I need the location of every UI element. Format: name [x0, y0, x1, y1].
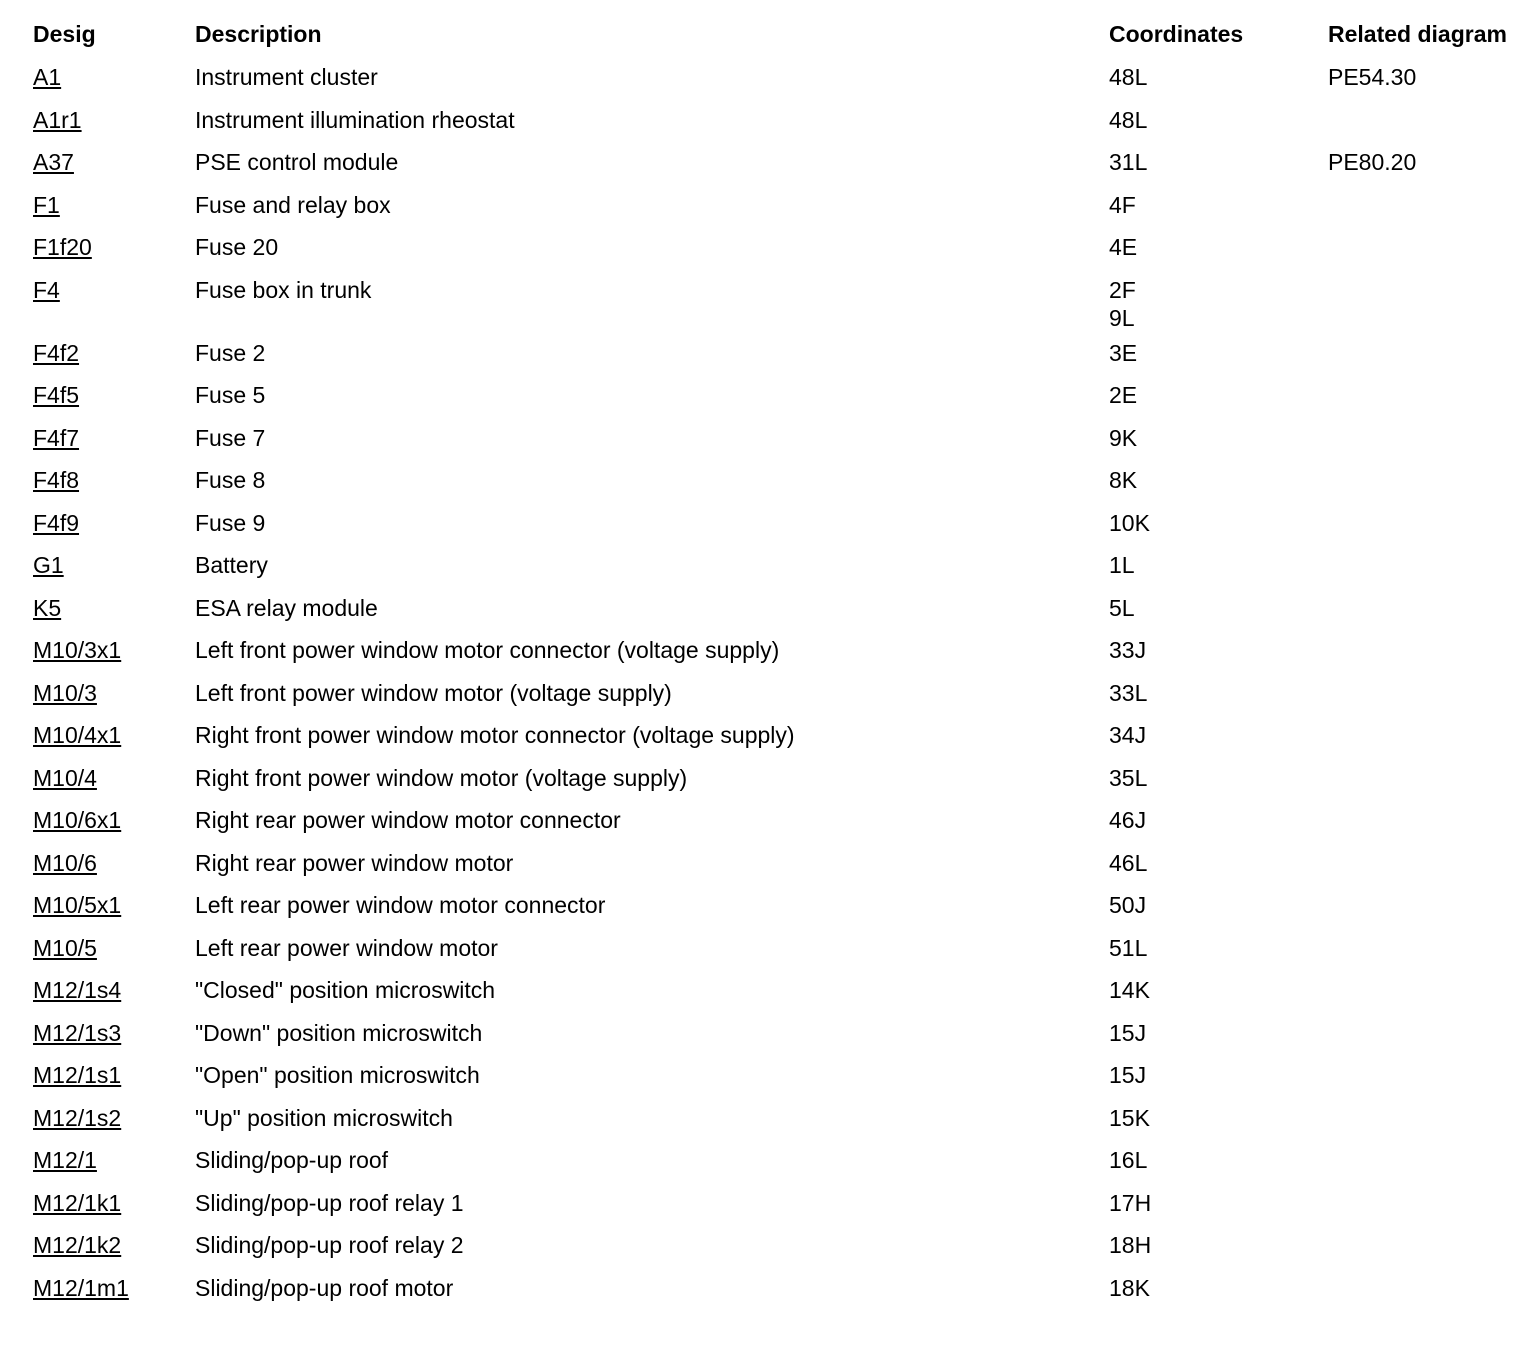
coordinate-value: 46L	[1109, 849, 1148, 876]
desig-link[interactable]: G1	[33, 552, 64, 578]
table-header	[25, 14, 1535, 56]
coordinates-cell	[1101, 1054, 1320, 1097]
desig-link[interactable]: F4f5	[33, 382, 80, 408]
desig-link[interactable]: F4f9	[33, 509, 80, 536]
coordinates-cell	[1101, 184, 1320, 227]
coordinates-cell	[1101, 374, 1320, 417]
desig-cell	[25, 374, 187, 417]
table-row	[25, 587, 1535, 630]
description-cell: PSE control module	[195, 149, 399, 175]
description-cell: Left rear power window motor	[195, 934, 498, 961]
coordinates-cell	[1101, 99, 1320, 142]
desig-link[interactable]: M10/6	[33, 849, 97, 876]
description-cell: Fuse 8	[195, 467, 266, 493]
table-row	[25, 544, 1535, 587]
coordinates-cell	[1101, 459, 1320, 502]
desig-cell	[25, 799, 187, 842]
related-diagram-cell	[1320, 799, 1535, 842]
coordinate-value: 1L	[1109, 552, 1135, 578]
desig-cell	[25, 587, 187, 630]
coordinates-cell	[1101, 1139, 1320, 1182]
coordinates-cell	[1101, 226, 1320, 269]
desig-cell	[25, 969, 187, 1012]
desig-link[interactable]: M10/5x1	[33, 892, 122, 918]
coordinate-value: 15K	[1109, 1104, 1150, 1131]
coordinate-value: 4F	[1109, 191, 1136, 218]
desig-cell	[25, 1182, 187, 1225]
description-cell: Fuse 9	[195, 509, 266, 536]
desig-link[interactable]: M12/1m1	[33, 1274, 129, 1301]
description-cell: Right front power window motor connector (voltage supply)	[195, 722, 795, 748]
related-diagram-cell	[1320, 226, 1535, 269]
table-row	[25, 1182, 1535, 1225]
related-diagram-cell	[1320, 1182, 1535, 1225]
description-cell: Right front power window motor (voltage supply)	[195, 764, 688, 791]
coordinate-value: 33L	[1109, 679, 1148, 706]
desig-link[interactable]: F1f20	[33, 234, 92, 260]
table-row	[25, 1097, 1535, 1140]
related-diagram-cell	[1320, 714, 1535, 757]
description-cell: Left front power window motor connector (voltage supply)	[195, 637, 780, 663]
coordinates-cell	[1101, 56, 1320, 99]
table-row	[25, 56, 1535, 99]
coordinates-cell	[1101, 714, 1320, 757]
description-cell: Fuse 5	[195, 382, 266, 408]
table-row	[25, 226, 1535, 269]
desig-link[interactable]: A37	[33, 149, 74, 175]
coordinate-value: 2E	[1109, 382, 1138, 408]
desig-link[interactable]: M12/1s2	[33, 1104, 122, 1131]
desig-link[interactable]: M12/1s3	[33, 1019, 122, 1046]
table-row	[25, 842, 1535, 885]
coordinate-value: 8K	[1109, 467, 1138, 493]
table-row	[25, 1012, 1535, 1055]
description-cell: Sliding/pop-up roof motor	[195, 1274, 454, 1301]
coordinates-cell	[1101, 141, 1320, 184]
desig-link[interactable]: A1	[33, 64, 62, 90]
header-coordinates: Coordinates	[1109, 21, 1244, 47]
coordinates-cell	[1101, 1182, 1320, 1225]
desig-cell	[25, 141, 187, 184]
coordinate-value: 48L	[1109, 64, 1148, 90]
coordinates-cell	[1101, 417, 1320, 460]
description-cell: Battery	[195, 552, 268, 578]
coordinates-cell	[1101, 969, 1320, 1012]
desig-link[interactable]: M12/1	[33, 1147, 97, 1173]
desig-cell	[25, 99, 187, 142]
related-diagram-cell	[1320, 672, 1535, 715]
table-row	[25, 1054, 1535, 1097]
table-body	[25, 56, 1535, 1309]
desig-cell	[25, 417, 187, 460]
coordinates-cell	[1101, 927, 1320, 970]
description-cell: Right rear power window motor connector	[195, 807, 621, 833]
table-row	[25, 884, 1535, 927]
desig-link[interactable]: M10/4x1	[33, 722, 122, 748]
related-diagram-cell	[1320, 969, 1535, 1012]
desig-link[interactable]: F1	[33, 191, 60, 218]
desig-link[interactable]: M10/3	[33, 679, 97, 706]
coordinate-value: 17H	[1109, 1189, 1152, 1216]
table-row	[25, 672, 1535, 715]
desig-cell	[25, 459, 187, 502]
description-cell: Left front power window motor (voltage supply)	[195, 679, 672, 706]
table-row	[25, 141, 1535, 184]
desig-link[interactable]: A1r1	[33, 106, 82, 133]
coordinates-cell	[1101, 884, 1320, 927]
header-desig: Desig	[33, 21, 96, 47]
desig-cell	[25, 184, 187, 227]
desig-cell	[25, 1097, 187, 1140]
desig-link[interactable]: F4f7	[33, 424, 80, 451]
coordinate-value: 33J	[1109, 637, 1147, 663]
related-diagram-cell	[1320, 1224, 1535, 1267]
table-row	[25, 459, 1535, 502]
header-description: Description	[195, 21, 322, 47]
desig-cell	[25, 672, 187, 715]
desig-link[interactable]: F4	[33, 276, 60, 303]
coordinates-cell	[1101, 544, 1320, 587]
description-cell: Fuse 20	[195, 234, 279, 260]
coordinates-cell	[1101, 757, 1320, 800]
coordinate-value: 15J	[1109, 1062, 1147, 1088]
coordinate-value: 18H	[1109, 1232, 1152, 1258]
coordinate-value: 9L	[1109, 304, 1135, 331]
desig-link[interactable]: M10/3x1	[33, 637, 122, 663]
table-row	[25, 757, 1535, 800]
coordinates-cell	[1101, 842, 1320, 885]
coordinates-cell	[1101, 269, 1320, 332]
description-cell: Instrument illumination rheostat	[195, 106, 515, 133]
related-diagram-cell	[1320, 99, 1535, 142]
related-diagram-cell	[1320, 1139, 1535, 1182]
coordinate-value: 18K	[1109, 1274, 1150, 1301]
coordinates-cell	[1101, 1267, 1320, 1310]
description-cell: Sliding/pop-up roof relay 2	[195, 1232, 464, 1258]
coordinate-value: 4E	[1109, 234, 1138, 260]
table-row	[25, 502, 1535, 545]
header-related-diagram: Related diagram	[1328, 21, 1507, 47]
table-row	[25, 99, 1535, 142]
table-row	[25, 269, 1535, 332]
desig-link[interactable]: M10/5	[33, 934, 97, 961]
table-row	[25, 1267, 1535, 1310]
coordinate-value: 35L	[1109, 764, 1148, 791]
coordinates-cell	[1101, 1012, 1320, 1055]
coordinate-value: 14K	[1109, 977, 1150, 1003]
related-diagram-cell	[1320, 1267, 1535, 1310]
description-cell: Fuse box in trunk	[195, 276, 372, 303]
related-diagram-cell	[1320, 332, 1535, 375]
desig-cell	[25, 714, 187, 757]
desig-link[interactable]: M10/4	[33, 764, 97, 791]
description-cell: Right rear power window motor	[195, 849, 514, 876]
related-diagram-cell	[1320, 842, 1535, 885]
coordinate-value: 51L	[1109, 934, 1148, 961]
desig-link[interactable]: M10/6x1	[33, 807, 122, 833]
coordinates-cell	[1101, 799, 1320, 842]
coordinate-value: 10K	[1109, 509, 1150, 536]
table-row	[25, 629, 1535, 672]
desig-cell	[25, 842, 187, 885]
description-cell: Sliding/pop-up roof relay 1	[195, 1189, 464, 1216]
desig-link[interactable]: M12/1k2	[33, 1232, 122, 1258]
desig-cell	[25, 502, 187, 545]
related-diagram-cell	[1320, 459, 1535, 502]
desig-cell	[25, 332, 187, 375]
related-diagram-value: PE54.30	[1328, 64, 1417, 90]
table-row	[25, 1139, 1535, 1182]
coordinates-cell	[1101, 672, 1320, 715]
coordinates-cell	[1101, 1224, 1320, 1267]
desig-cell	[25, 1054, 187, 1097]
related-diagram-cell	[1320, 884, 1535, 927]
desig-cell	[25, 1012, 187, 1055]
component-legend-table	[25, 14, 1535, 1309]
table-row	[25, 184, 1535, 227]
related-diagram-cell	[1320, 502, 1535, 545]
coordinate-value: 5L	[1109, 594, 1135, 621]
related-diagram-cell	[1320, 629, 1535, 672]
table-row	[25, 417, 1535, 460]
coordinates-cell	[1101, 502, 1320, 545]
related-diagram-cell	[1320, 56, 1535, 99]
description-cell: Instrument cluster	[195, 64, 378, 90]
coordinate-value: 15J	[1109, 1019, 1147, 1046]
desig-cell	[25, 629, 187, 672]
desig-cell	[25, 884, 187, 927]
table-row	[25, 374, 1535, 417]
desig-cell	[25, 1224, 187, 1267]
desig-link[interactable]: F4f8	[33, 467, 80, 493]
description-cell: "Down" position microswitch	[195, 1019, 483, 1046]
related-diagram-cell	[1320, 1097, 1535, 1140]
table-row	[25, 1224, 1535, 1267]
desig-cell	[25, 544, 187, 587]
coordinate-value: 46J	[1109, 807, 1147, 833]
coordinate-value: 48L	[1109, 106, 1148, 133]
related-diagram-cell	[1320, 757, 1535, 800]
related-diagram-cell	[1320, 1054, 1535, 1097]
table-row	[25, 332, 1535, 375]
coordinates-cell	[1101, 1097, 1320, 1140]
coordinate-value: 3E	[1109, 339, 1138, 366]
table-row	[25, 799, 1535, 842]
description-cell: "Closed" position microswitch	[195, 977, 496, 1003]
related-diagram-cell	[1320, 587, 1535, 630]
coordinate-value: 2F	[1109, 276, 1136, 303]
table-row	[25, 927, 1535, 970]
desig-cell	[25, 927, 187, 970]
description-cell: Fuse 2	[195, 339, 266, 366]
related-diagram-value: PE80.20	[1328, 149, 1417, 175]
description-cell: ESA relay module	[195, 594, 378, 621]
desig-link[interactable]: M12/1k1	[33, 1189, 122, 1216]
coordinates-cell	[1101, 587, 1320, 630]
related-diagram-cell	[1320, 927, 1535, 970]
desig-cell	[25, 226, 187, 269]
table-row	[25, 714, 1535, 757]
description-cell: "Up" position microswitch	[195, 1104, 453, 1131]
desig-cell	[25, 757, 187, 800]
related-diagram-cell	[1320, 184, 1535, 227]
desig-link[interactable]: M12/1s4	[33, 977, 122, 1003]
coordinates-cell	[1101, 629, 1320, 672]
description-cell: Left rear power window motor connector	[195, 892, 606, 918]
description-cell: Sliding/pop-up roof	[195, 1147, 389, 1173]
coordinates-cell	[1101, 332, 1320, 375]
coordinate-value: 34J	[1109, 722, 1147, 748]
related-diagram-cell	[1320, 417, 1535, 460]
coordinate-value: 31L	[1109, 149, 1148, 175]
related-diagram-cell	[1320, 269, 1535, 332]
desig-cell	[25, 56, 187, 99]
coordinate-value: 9K	[1109, 424, 1138, 451]
desig-cell	[25, 1267, 187, 1310]
description-cell: Fuse and relay box	[195, 191, 391, 218]
desig-link[interactable]: M12/1s1	[33, 1062, 122, 1088]
related-diagram-cell	[1320, 1012, 1535, 1055]
desig-cell	[25, 1139, 187, 1182]
desig-link[interactable]: F4f2	[33, 339, 80, 366]
related-diagram-cell	[1320, 374, 1535, 417]
related-diagram-cell	[1320, 141, 1535, 184]
coordinate-value: 16L	[1109, 1147, 1148, 1173]
related-diagram-cell	[1320, 544, 1535, 587]
table-row	[25, 969, 1535, 1012]
description-cell: "Open" position microswitch	[195, 1062, 480, 1088]
description-cell: Fuse 7	[195, 424, 266, 451]
coordinate-value: 50J	[1109, 892, 1147, 918]
desig-cell	[25, 269, 187, 332]
desig-link[interactable]: K5	[33, 594, 62, 621]
header-row	[25, 14, 1535, 56]
